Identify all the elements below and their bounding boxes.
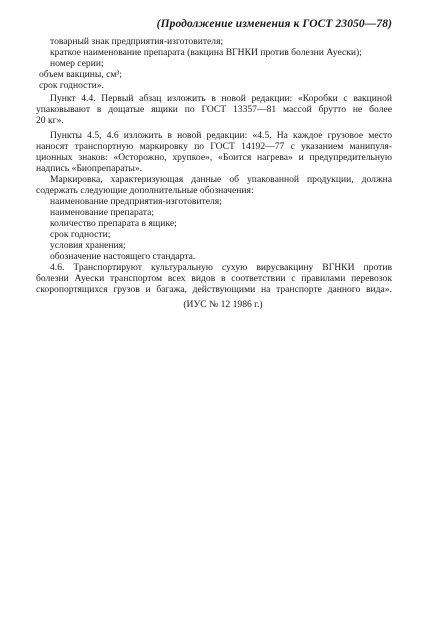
list-item: условия хранения; <box>50 240 126 251</box>
paragraph-line: ционных знаков: «Осторожно, хрупкое», «Боится нагрева» и предупредительную <box>36 152 392 163</box>
document-body <box>36 36 392 310</box>
paragraph-line: Пункты 4.5, 4.6 изложить в новой редакции: «4.5. На каждое грузовое место <box>50 130 392 141</box>
list-item: наименование препарата; <box>50 207 154 218</box>
text-line: номер серии; <box>50 58 104 69</box>
page-header: (Продолжение изменения к ГОСТ 23050—78) <box>156 18 392 30</box>
paragraph-line: 4.6. Транспортируют культуральную сухую вирусвакцину ВГНКИ против <box>50 262 392 273</box>
paragraph-line: 20 кг». <box>36 115 64 126</box>
text-line: краткое наименование препарата (вакцина ВГНКИ против болезни Ауески); <box>50 47 362 58</box>
paragraph-line: Пункт 4.4. Первый абзац изложить в новой редакции: «Коробки с вакциной <box>50 93 392 104</box>
paragraph-line: наносят транспортную маркировку по ГОСТ 14192—77 с указанием манипуля- <box>36 141 392 152</box>
list-item: количество препарата в ящике; <box>50 218 177 229</box>
paragraph-line: Маркировка, характеризующая данные об упакованной продукции, должна <box>50 174 392 185</box>
paragraph-line: содержать следующие дополнительные обозначения: <box>36 185 254 196</box>
paragraph-line: болезни Ауески транспортом всех видов в соответствии с правилами перевозок <box>36 273 392 284</box>
text-line: товарный знак предприятия-изготовителя; <box>50 36 224 47</box>
ius-reference: (ИУС № 12 1986 г.) <box>183 299 263 310</box>
paragraph-line: надпись «Биопрепараты». <box>36 163 143 174</box>
text-line: срок годности». <box>39 80 104 91</box>
paragraph-line: упаковывают в дощатые ящики по ГОСТ 13357—81 массой брутто не более <box>36 104 392 115</box>
list-item: обозначение настоящего стандарта. <box>50 251 196 262</box>
text-line: объем вакцины, см³; <box>39 69 122 80</box>
list-item: наименование предприятия-изготовителя; <box>50 196 222 207</box>
paragraph-line: скоропортящихся грузов и багажа, действующими на транспорте данного вида». <box>36 284 392 295</box>
list-item: срок годности; <box>50 229 111 240</box>
